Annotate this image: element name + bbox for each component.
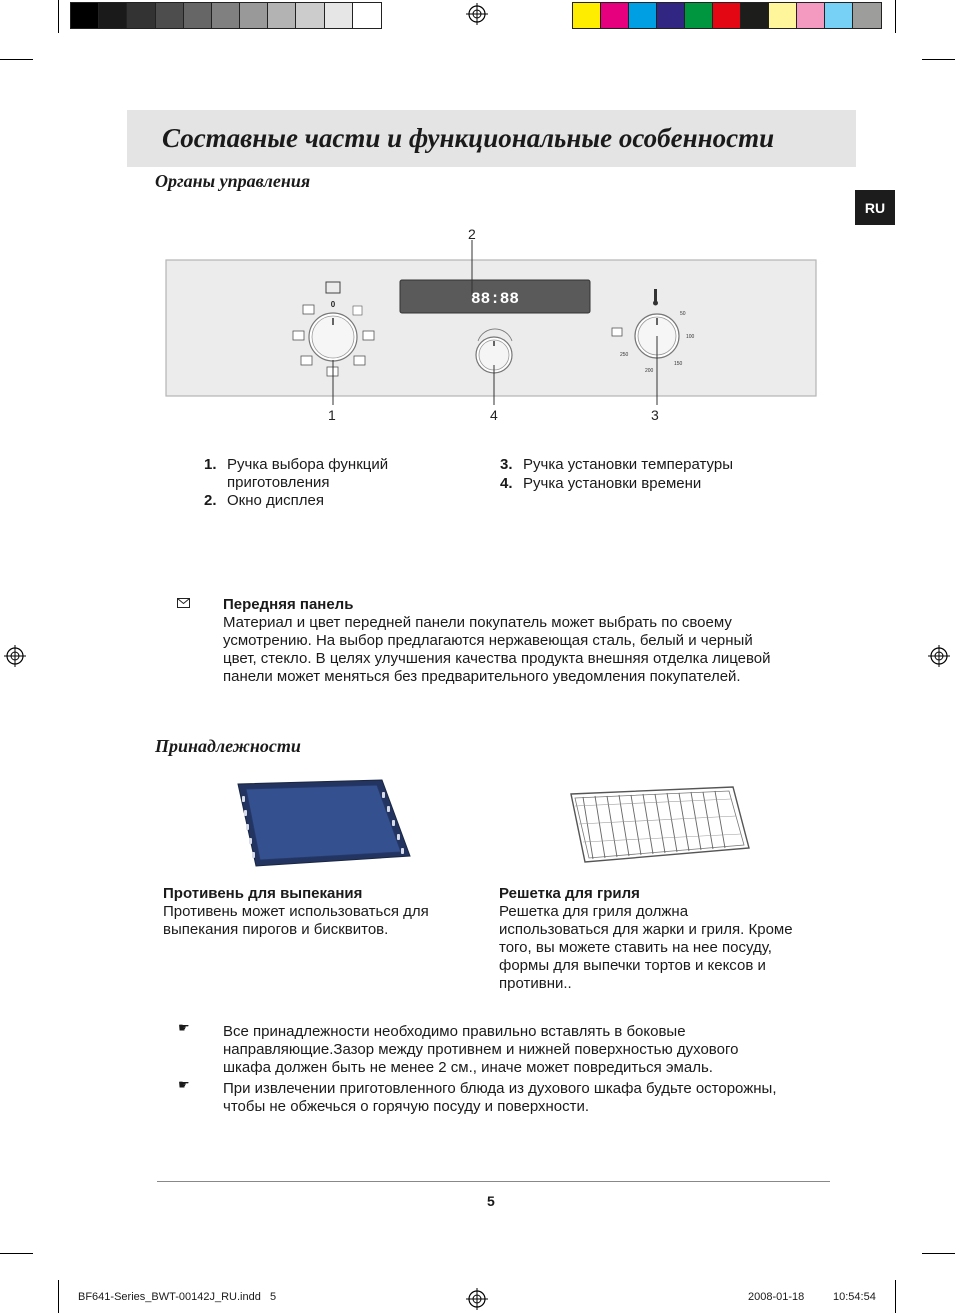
dial-zero-mark: 0 bbox=[330, 300, 336, 309]
list-num: 4. bbox=[500, 475, 513, 492]
color-swatch bbox=[825, 3, 853, 28]
note-line: Материал и цвет передней панели покупатель может выбрать по своему bbox=[223, 614, 732, 631]
accessories-heading: Принадлежности bbox=[155, 736, 301, 756]
gray-swatch bbox=[353, 3, 381, 28]
gray-swatch bbox=[240, 3, 268, 28]
callout-1: 1 bbox=[328, 407, 336, 423]
rack-line: Решетка для гриля должна bbox=[499, 903, 689, 920]
gray-swatch bbox=[127, 3, 155, 28]
note-line: панели может меняться без предварительного уведомления покупателей. bbox=[223, 668, 741, 685]
color-swatch bbox=[629, 3, 657, 28]
tip-line: Все принадлежности необходимо правильно вставлять в боковые bbox=[223, 1023, 686, 1040]
gray-swatch bbox=[296, 3, 324, 28]
grill-rack-image bbox=[565, 784, 755, 869]
front-panel-heading: Передняя панель bbox=[223, 596, 354, 613]
color-swatch bbox=[601, 3, 629, 28]
color-swatch bbox=[573, 3, 601, 28]
list-item bbox=[204, 492, 484, 510]
gray-swatch bbox=[184, 3, 212, 28]
gray-swatch bbox=[212, 3, 240, 28]
tray-description bbox=[163, 885, 483, 939]
crop-mark bbox=[922, 1253, 955, 1254]
registration-mark-icon bbox=[466, 1288, 488, 1310]
list-num: 2. bbox=[204, 492, 217, 509]
pointing-hand-icon: ☛ bbox=[178, 1021, 190, 1036]
footer-rule bbox=[157, 1181, 830, 1182]
crop-mark bbox=[895, 1280, 896, 1313]
note-line: усмотрению. На выбор предлагаются нержавеющая сталь, белый и черный bbox=[223, 632, 753, 649]
rack-description bbox=[499, 885, 829, 993]
list-num: 1. bbox=[204, 456, 217, 473]
color-swatch bbox=[769, 3, 797, 28]
tip-line: шкафа должен быть не менее 2 см., иначе может повредиться эмаль. bbox=[223, 1059, 713, 1076]
tip-item bbox=[223, 1080, 833, 1116]
registration-mark-icon bbox=[466, 3, 488, 25]
tray-line: выпекания пирогов и бисквитов. bbox=[163, 921, 389, 938]
print-footer-file: BF641-Series_BWT-00142J_RU.indd 5 bbox=[78, 1291, 277, 1303]
temp-mark-50: 50 bbox=[680, 311, 686, 317]
process-color-bar bbox=[572, 2, 882, 29]
list-num: 3. bbox=[500, 456, 513, 473]
color-swatch bbox=[713, 3, 741, 28]
envelope-icon bbox=[177, 598, 190, 608]
list-text: Ручка установки времени bbox=[523, 475, 702, 492]
callout-4: 4 bbox=[490, 407, 498, 423]
rack-line: того, вы можете ставить на нее посуду, bbox=[499, 939, 772, 956]
rack-heading: Решетка для гриля bbox=[499, 885, 640, 902]
list-text: Окно дисплея bbox=[227, 492, 324, 509]
list-text: Ручка установки температуры bbox=[523, 456, 733, 473]
tray-heading: Противень для выпекания bbox=[163, 885, 363, 902]
tray-line: Противень может использоваться для bbox=[163, 903, 429, 920]
list-text: Ручка выбора функций bbox=[227, 456, 389, 473]
registration-mark-icon bbox=[928, 645, 950, 667]
pointing-hand-icon: ☛ bbox=[178, 1078, 190, 1093]
temp-mark-200: 200 bbox=[645, 368, 654, 374]
tip-line: направляющие.Зазор между противнем и нижней поверхностью духового bbox=[223, 1041, 739, 1058]
temp-mark-250: 250 bbox=[620, 352, 629, 358]
color-swatch bbox=[853, 3, 881, 28]
temp-mark-150: 150 bbox=[674, 361, 683, 367]
note-line: цвет, стекло. В целях улучшения качества продукта внешняя отделка лицевой bbox=[223, 650, 771, 667]
gray-swatch bbox=[71, 3, 99, 28]
print-footer-date: 2008-01-18 bbox=[748, 1291, 805, 1303]
color-swatch bbox=[685, 3, 713, 28]
tip-line: При извлечении приготовленного блюда из духового шкафа будьте осторожны, bbox=[223, 1080, 777, 1097]
list-item bbox=[500, 475, 820, 493]
crop-mark bbox=[895, 0, 896, 33]
gray-swatch bbox=[99, 3, 127, 28]
page-title: Составные части и функциональные особенности bbox=[162, 123, 775, 153]
list-text: приготовления bbox=[227, 474, 330, 491]
callout-2: 2 bbox=[468, 226, 476, 242]
gray-swatch bbox=[325, 3, 353, 28]
print-footer-time: 10:54:54 bbox=[833, 1291, 876, 1303]
color-swatch bbox=[797, 3, 825, 28]
crop-mark bbox=[0, 59, 33, 60]
list-item bbox=[204, 456, 484, 492]
temp-mark-100: 100 bbox=[686, 334, 695, 340]
gray-swatch bbox=[156, 3, 184, 28]
grayscale-bar bbox=[70, 2, 382, 29]
color-swatch bbox=[657, 3, 685, 28]
gray-swatch bbox=[268, 3, 296, 28]
list-item bbox=[500, 456, 820, 474]
display-digits: 88:88 bbox=[470, 290, 520, 308]
baking-tray-image bbox=[230, 778, 415, 870]
crop-mark bbox=[0, 1253, 33, 1254]
rack-line: противни.. bbox=[499, 975, 572, 992]
control-panel-diagram bbox=[160, 225, 825, 425]
crop-mark bbox=[58, 1280, 59, 1313]
registration-mark-icon bbox=[4, 645, 26, 667]
controls-heading: Органы управления bbox=[155, 171, 311, 191]
crop-mark bbox=[58, 0, 59, 33]
language-tab: RU bbox=[855, 190, 895, 225]
rack-line: формы для выпечки тортов и кексов и bbox=[499, 957, 766, 974]
crop-mark bbox=[922, 59, 955, 60]
rack-line: использоваться для жарки и гриля. Кроме bbox=[499, 921, 793, 938]
color-swatch bbox=[741, 3, 769, 28]
callout-3: 3 bbox=[651, 407, 659, 423]
tip-line: чтобы не обжечься о горячую посуду и поверхности. bbox=[223, 1098, 590, 1115]
front-panel-note bbox=[223, 596, 823, 686]
page-number: 5 bbox=[487, 1193, 495, 1209]
tip-item bbox=[223, 1023, 823, 1077]
